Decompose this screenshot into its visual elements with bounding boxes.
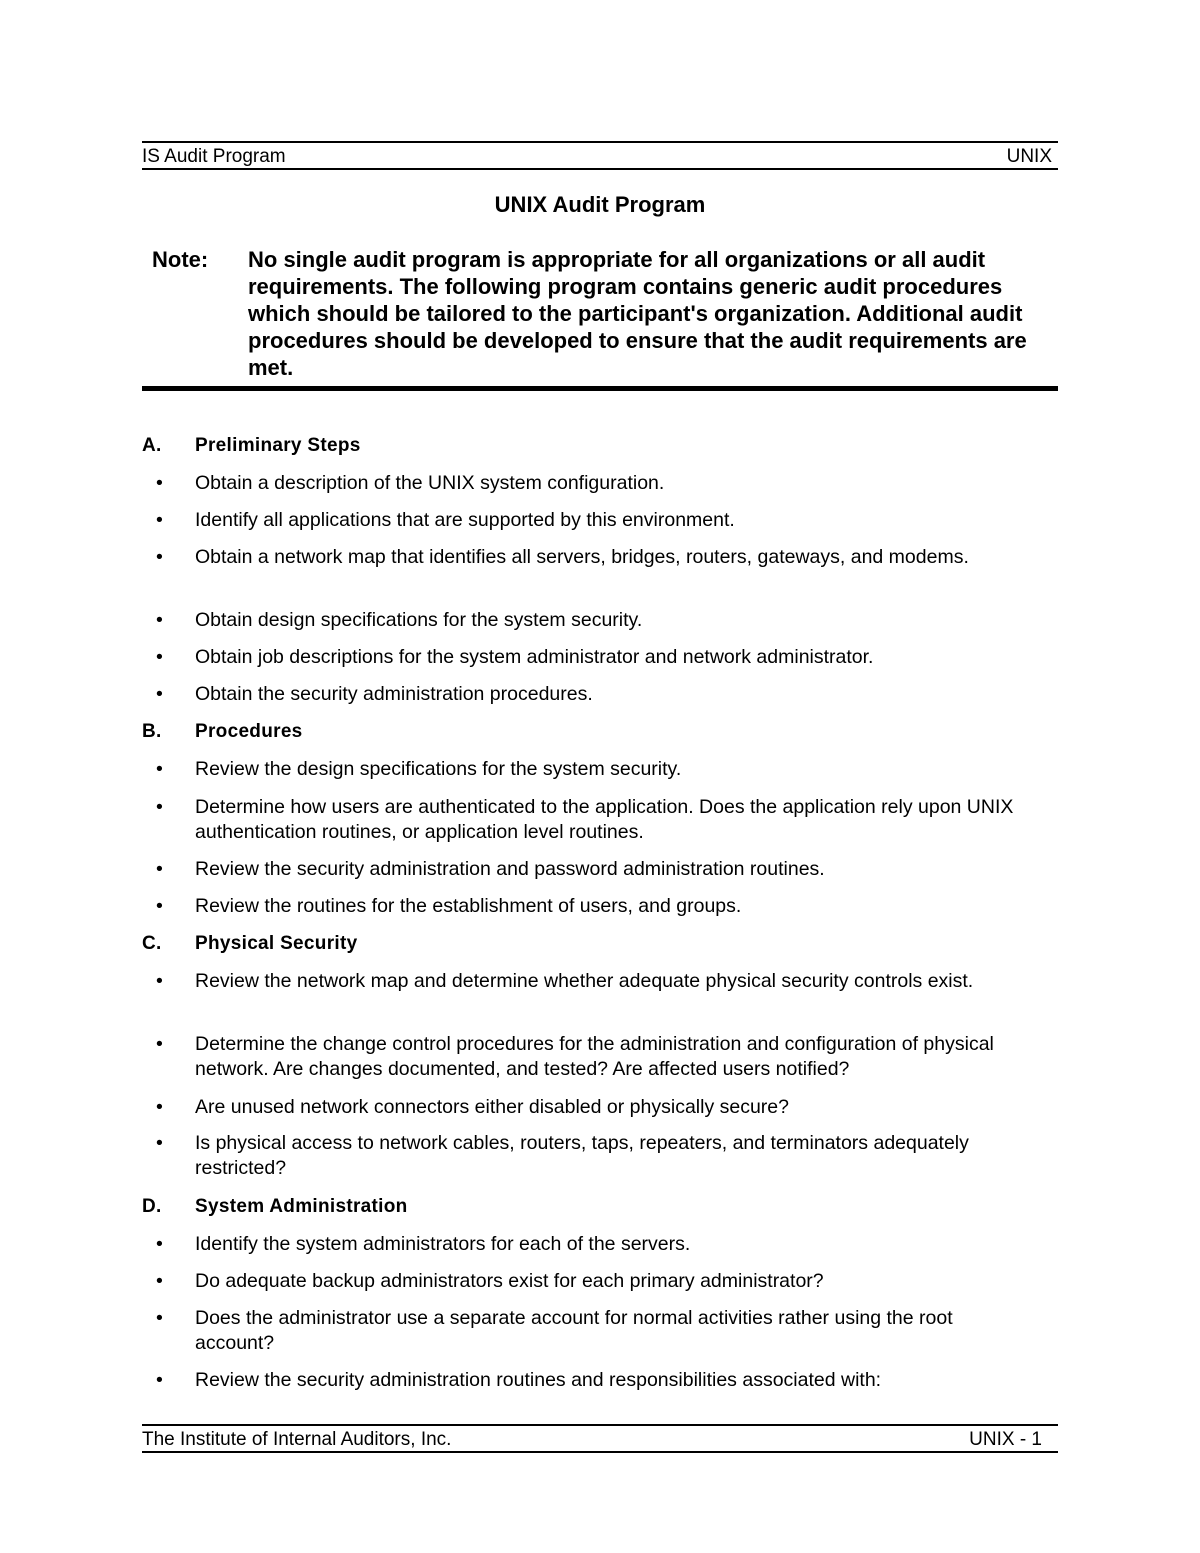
bullet-icon: • [156, 546, 163, 568]
list-item-text: Obtain design specifications for the system security. [195, 609, 643, 631]
list-item-text: Does the administrator use a separate account for normal activities rather using the root account? [195, 1307, 953, 1354]
section-divider [142, 386, 1058, 391]
list-item-text: Review the routines for the establishment of users, and groups. [195, 895, 742, 917]
list-item-text: Are unused network connectors either disabled or physically secure? [195, 1096, 789, 1118]
page-number: UNIX - 1 [969, 1429, 1042, 1450]
page-footer [142, 1424, 1058, 1453]
bullet-icon: • [156, 609, 163, 631]
bullet-icon: • [156, 1369, 163, 1391]
section-letter: B. [142, 721, 162, 742]
bullet-icon: • [156, 683, 163, 705]
header-right-text: UNIX [1006, 146, 1052, 167]
list-item-text: Review the design specifications for the system security. [195, 758, 682, 780]
footer-left-text: The Institute of Internal Auditors, Inc. [142, 1429, 452, 1450]
note-label: Note: [152, 247, 209, 272]
bullet-icon: • [156, 646, 163, 668]
list-item-text: Identify the system administrators for each of the servers. [195, 1233, 691, 1255]
list-item-text: Obtain job descriptions for the system administrator and network administrator. [195, 646, 874, 668]
section-letter: C. [142, 933, 162, 954]
list-item-text: Obtain a description of the UNIX system configuration. [195, 472, 665, 494]
list-item-text: Review the security administration routines and responsibilities associated with: [195, 1369, 882, 1391]
document-page [142, 0, 1058, 1553]
document-title: UNIX Audit Program [494, 192, 706, 217]
section-letter: A. [142, 435, 162, 456]
bullet-icon: • [156, 895, 163, 917]
bullet-icon: • [156, 509, 163, 531]
list-item-text: Determine the change control procedures for the administration and configuration of physical network. Are changes documented, and tested? Are affected users notified? [195, 1033, 994, 1080]
bullet-icon: • [156, 858, 163, 880]
bullet-icon: • [156, 1270, 163, 1292]
page-header [142, 141, 1058, 170]
header-left-text: IS Audit Program [142, 146, 286, 167]
list-item-text: Obtain the security administration procedures. [195, 683, 593, 705]
list-item-text: Identify all applications that are supported by this environment. [195, 509, 735, 531]
bullet-icon: • [156, 472, 163, 494]
section-letter: D. [142, 1196, 162, 1217]
bullet-icon: • [156, 1132, 163, 1154]
bullet-icon: • [156, 1307, 163, 1329]
bullet-icon: • [156, 796, 163, 818]
section-title: Physical Security [195, 933, 358, 954]
section-title: Preliminary Steps [195, 435, 361, 456]
note-text: No single audit program is appropriate for all organizations or all audit requirements. The following program contains generic audit procedures which should be tailored to the participant's organization. Additional audit procedures should be developed to ensure that the audit requirements are met. [248, 247, 1027, 380]
list-item-text: Review the security administration and password administration routines. [195, 858, 825, 880]
list-item-text: Do adequate backup administrators exist for each primary administrator? [195, 1270, 824, 1292]
bullet-icon: • [156, 1233, 163, 1255]
list-item-text: Is physical access to network cables, routers, taps, repeaters, and terminators adequately restricted? [195, 1132, 969, 1179]
bullet-icon: • [156, 1096, 163, 1118]
list-item-text: Determine how users are authenticated to the application. Does the application rely upon UNIX authentication routines, or application level routines. [195, 796, 1014, 843]
list-item-text: Review the network map and determine whether adequate physical security controls exist. [195, 970, 974, 992]
bullet-icon: • [156, 970, 163, 992]
section-title: System Administration [195, 1196, 408, 1217]
list-item-text: Obtain a network map that identifies all servers, bridges, routers, gateways, and modems. [195, 546, 969, 568]
bullet-icon: • [156, 1033, 163, 1055]
section-title: Procedures [195, 721, 303, 742]
bullet-icon: • [156, 758, 163, 780]
